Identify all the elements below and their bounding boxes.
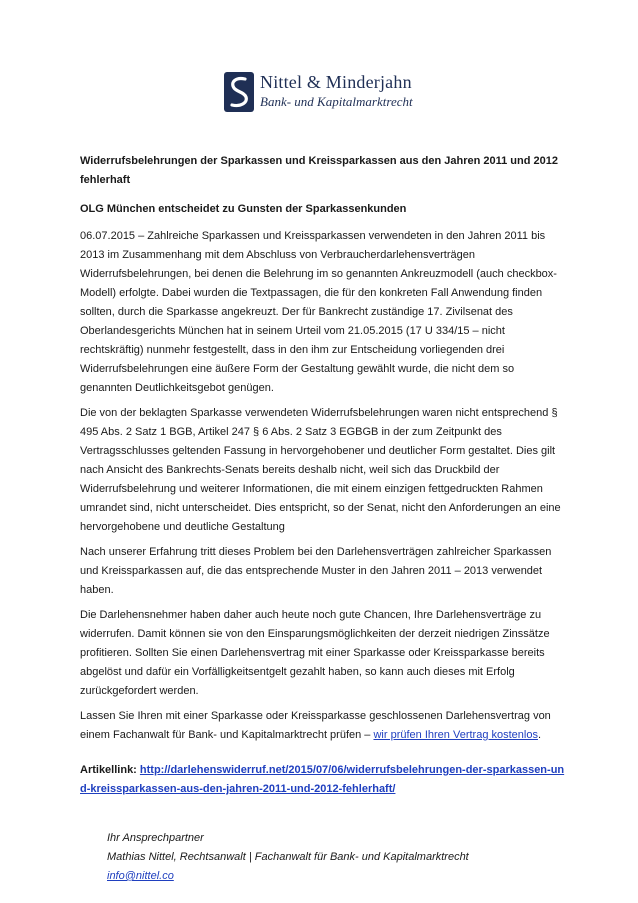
logo-subtitle: Bank- und Kapitalmarktrecht <box>260 94 413 109</box>
logo-name: Nittel & Minderjahn <box>260 72 412 92</box>
paragraph-experience: Nach unserer Erfahrung tritt dieses Problem bei den Darlehensverträgen zahlreicher Sparkassen und Kreissparkassen auf, die das entsprechende Muster in den Jahren 2011 – 2013 verwendet haben. <box>80 546 552 596</box>
contact-title: Ihr Ansprechpartner <box>107 832 204 844</box>
paragraph-chances: Die Darlehensnehmer haben daher auch heute noch gute Chancen, Ihre Darlehensverträge zu widerrufen. Damit können sie von den Einsparungsmöglichkeiten der derzeit niedrigen Zinssätze profitieren. Sollten Sie einen Darlehensvertrag mit einer Sparkasse oder Kreissparkasse bereits abgelöst und dafür ein Vorfälligkeitsentgelt gezahlt haben, so kann auch dieses mit Erfolg zurückgefordert werden. <box>80 609 550 697</box>
contact-person: Mathias Nittel, Rechtsanwalt | Fachanwalt für Bank- und Kapitalmarktrecht <box>107 851 469 863</box>
paragraph-intro: 06.07.2015 – Zahlreiche Sparkassen und Kreissparkassen verwendeten in den Jahren 2011 bis 2013 im Zusammenhang mit dem Abschluss von Verbraucherdarlehensverträgen Widerrufsbelehrungen, bei denen die Belehrung im so genannten Ankreuzmodell (auch checkbox-Modell) erfolgte. Dabei wurden die Textpassagen, die für den konkreten Fall Anwendung finden sollten, durch die Sparkasse angekreuzt. Der für Bankrecht zuständige 17. Zivilsenat des Oberlandesgerichts München hat in seinem Urteil vom 21.05.2015 (17 U 334/15 – nicht rechtskräftig) nunmehr festgestellt, dass in den ihm zur Entscheidung vorliegenden drei Widerrufsbelehrungen eine äußere Form der Gestaltung gewählt wurde, die nicht dem so genannten Deutlichkeitsgebot genügen. <box>80 230 557 394</box>
article-link-label: Artikellink: <box>80 764 140 776</box>
logo-mark-icon <box>224 72 254 112</box>
article-headline: Widerrufsbelehrungen der Sparkassen und Kreissparkassen aus den Jahren 2011 und 2012 fehlerhaft <box>80 155 558 186</box>
contact-email-link[interactable]: info@nittel.co <box>107 870 174 882</box>
paragraph-cta <box>80 707 565 745</box>
article-link[interactable]: http://darlehenswiderruf.net/2015/07/06/widerrufsbelehrungen-der-sparkassen-und-kreissparkassen-aus-den-jahren-2011-und-2012-fehlerhaft/ <box>80 764 565 795</box>
free-check-link[interactable]: wir prüfen Ihren Vertrag kostenlos <box>373 729 538 741</box>
contact-block <box>80 829 565 886</box>
paragraph-legal: Die von der beklagten Sparkasse verwendeten Widerrufsbelehrungen waren nicht entsprechend § 495 Abs. 2 Satz 1 BGB, Artikel 247 § 6 Abs. 2 Satz 3 EGBGB in der zum Zeitpunkt des Vertragsschlusses geltenden Fassung in hervorgehobener und deutlicher Form gestaltet. Dies gilt nach Ansicht des Bankrechts-Senats bereits deshalb nicht, weil sich das Druckbild der Widerrufsbelehrung und weiterer Informationen, die mit einem einzigen fettgedruckten Rahmen umrandet sind, nicht unterscheidet. Dies entspricht, so der Senat, nicht den Anforderungen an eine hervorgehobene und deutliche Gestaltung <box>80 407 561 533</box>
article-body <box>80 152 565 886</box>
article-subheadline: OLG München entscheidet zu Gunsten der Sparkassenkunden <box>80 203 407 215</box>
cta-text: Lassen Sie Ihren mit einer Sparkasse oder Kreissparkasse geschlossenen Darlehensvertrag von einem Fachanwalt für Bank- und Kapitalmarktrecht prüfen – <box>80 710 551 741</box>
article-link-line <box>80 761 565 799</box>
cta-end: . <box>537 729 542 741</box>
company-logo <box>224 70 444 116</box>
